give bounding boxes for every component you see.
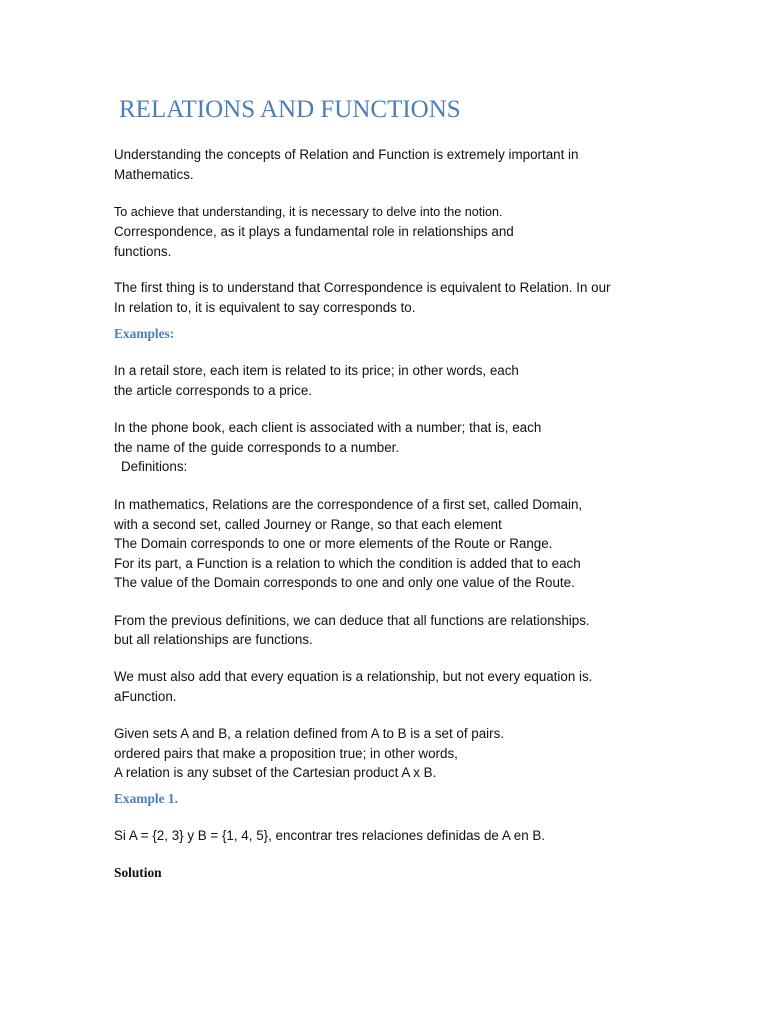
- retail-line-1: In a retail store, each item is related to its price; in other words, each: [114, 363, 519, 378]
- intro-line-1: Understanding the concepts of Relation and Function is extremely important in: [114, 147, 579, 162]
- deduce-line-1: From the previous definitions, we can deduce that all functions are relationships.: [114, 613, 590, 628]
- first-thing-line-2: In relation to, it is equivalent to say corresponds to.: [114, 300, 416, 315]
- examples-heading: Examples:: [114, 326, 175, 341]
- understanding-line-3: functions.: [114, 244, 172, 259]
- definitions-label: Definitions:: [121, 459, 188, 474]
- understanding-line-2: Correspondence, as it plays a fundamental role in relationships and: [114, 224, 514, 239]
- sets-line-1: Given sets A and B, a relation defined from A to B is a set of pairs.: [114, 726, 505, 741]
- phone-line-1: In the phone book, each client is associated with a number; that is, each: [114, 420, 542, 435]
- definitions-line-3: The Domain corresponds to one or more elements of the Route or Range.: [114, 536, 553, 551]
- page-title: RELATIONS AND FUNCTIONS: [119, 96, 461, 123]
- deduce-line-2: but all relationships are functions.: [114, 632, 313, 647]
- example-1-text: Si A = {2, 3} y B = {1, 4, 5}, encontrar tres relaciones definidas de A en B.: [114, 828, 546, 843]
- intro-line-2: Mathematics.: [114, 167, 194, 182]
- equation-line-1: We must also add that every equation is a relationship, but not every equation is.: [114, 669, 593, 684]
- equation-line-2: aFunction.: [114, 689, 177, 704]
- definitions-line-4: For its part, a Function is a relation to which the condition is added that to each: [114, 556, 581, 571]
- retail-line-2: the article corresponds to a price.: [114, 383, 312, 398]
- understanding-line-1: To achieve that understanding, it is necessary to delve into the notion.: [114, 205, 503, 219]
- first-thing-line-1: The first thing is to understand that Correspondence is equivalent to Relation. In our: [114, 280, 611, 295]
- example-1-heading: Example 1.: [114, 791, 178, 806]
- solution-heading: Solution: [114, 865, 162, 880]
- sets-line-3: A relation is any subset of the Cartesian product A x B.: [114, 765, 437, 780]
- definitions-line-5: The value of the Domain corresponds to one and only one value of the Route.: [114, 575, 575, 590]
- definitions-line-1: In mathematics, Relations are the correspondence of a first set, called Domain,: [114, 497, 583, 512]
- phone-line-2: the name of the guide corresponds to a number.: [114, 440, 400, 455]
- sets-line-2: ordered pairs that make a proposition true; in other words,: [114, 746, 458, 761]
- definitions-line-2: with a second set, called Journey or Range, so that each element: [114, 517, 502, 532]
